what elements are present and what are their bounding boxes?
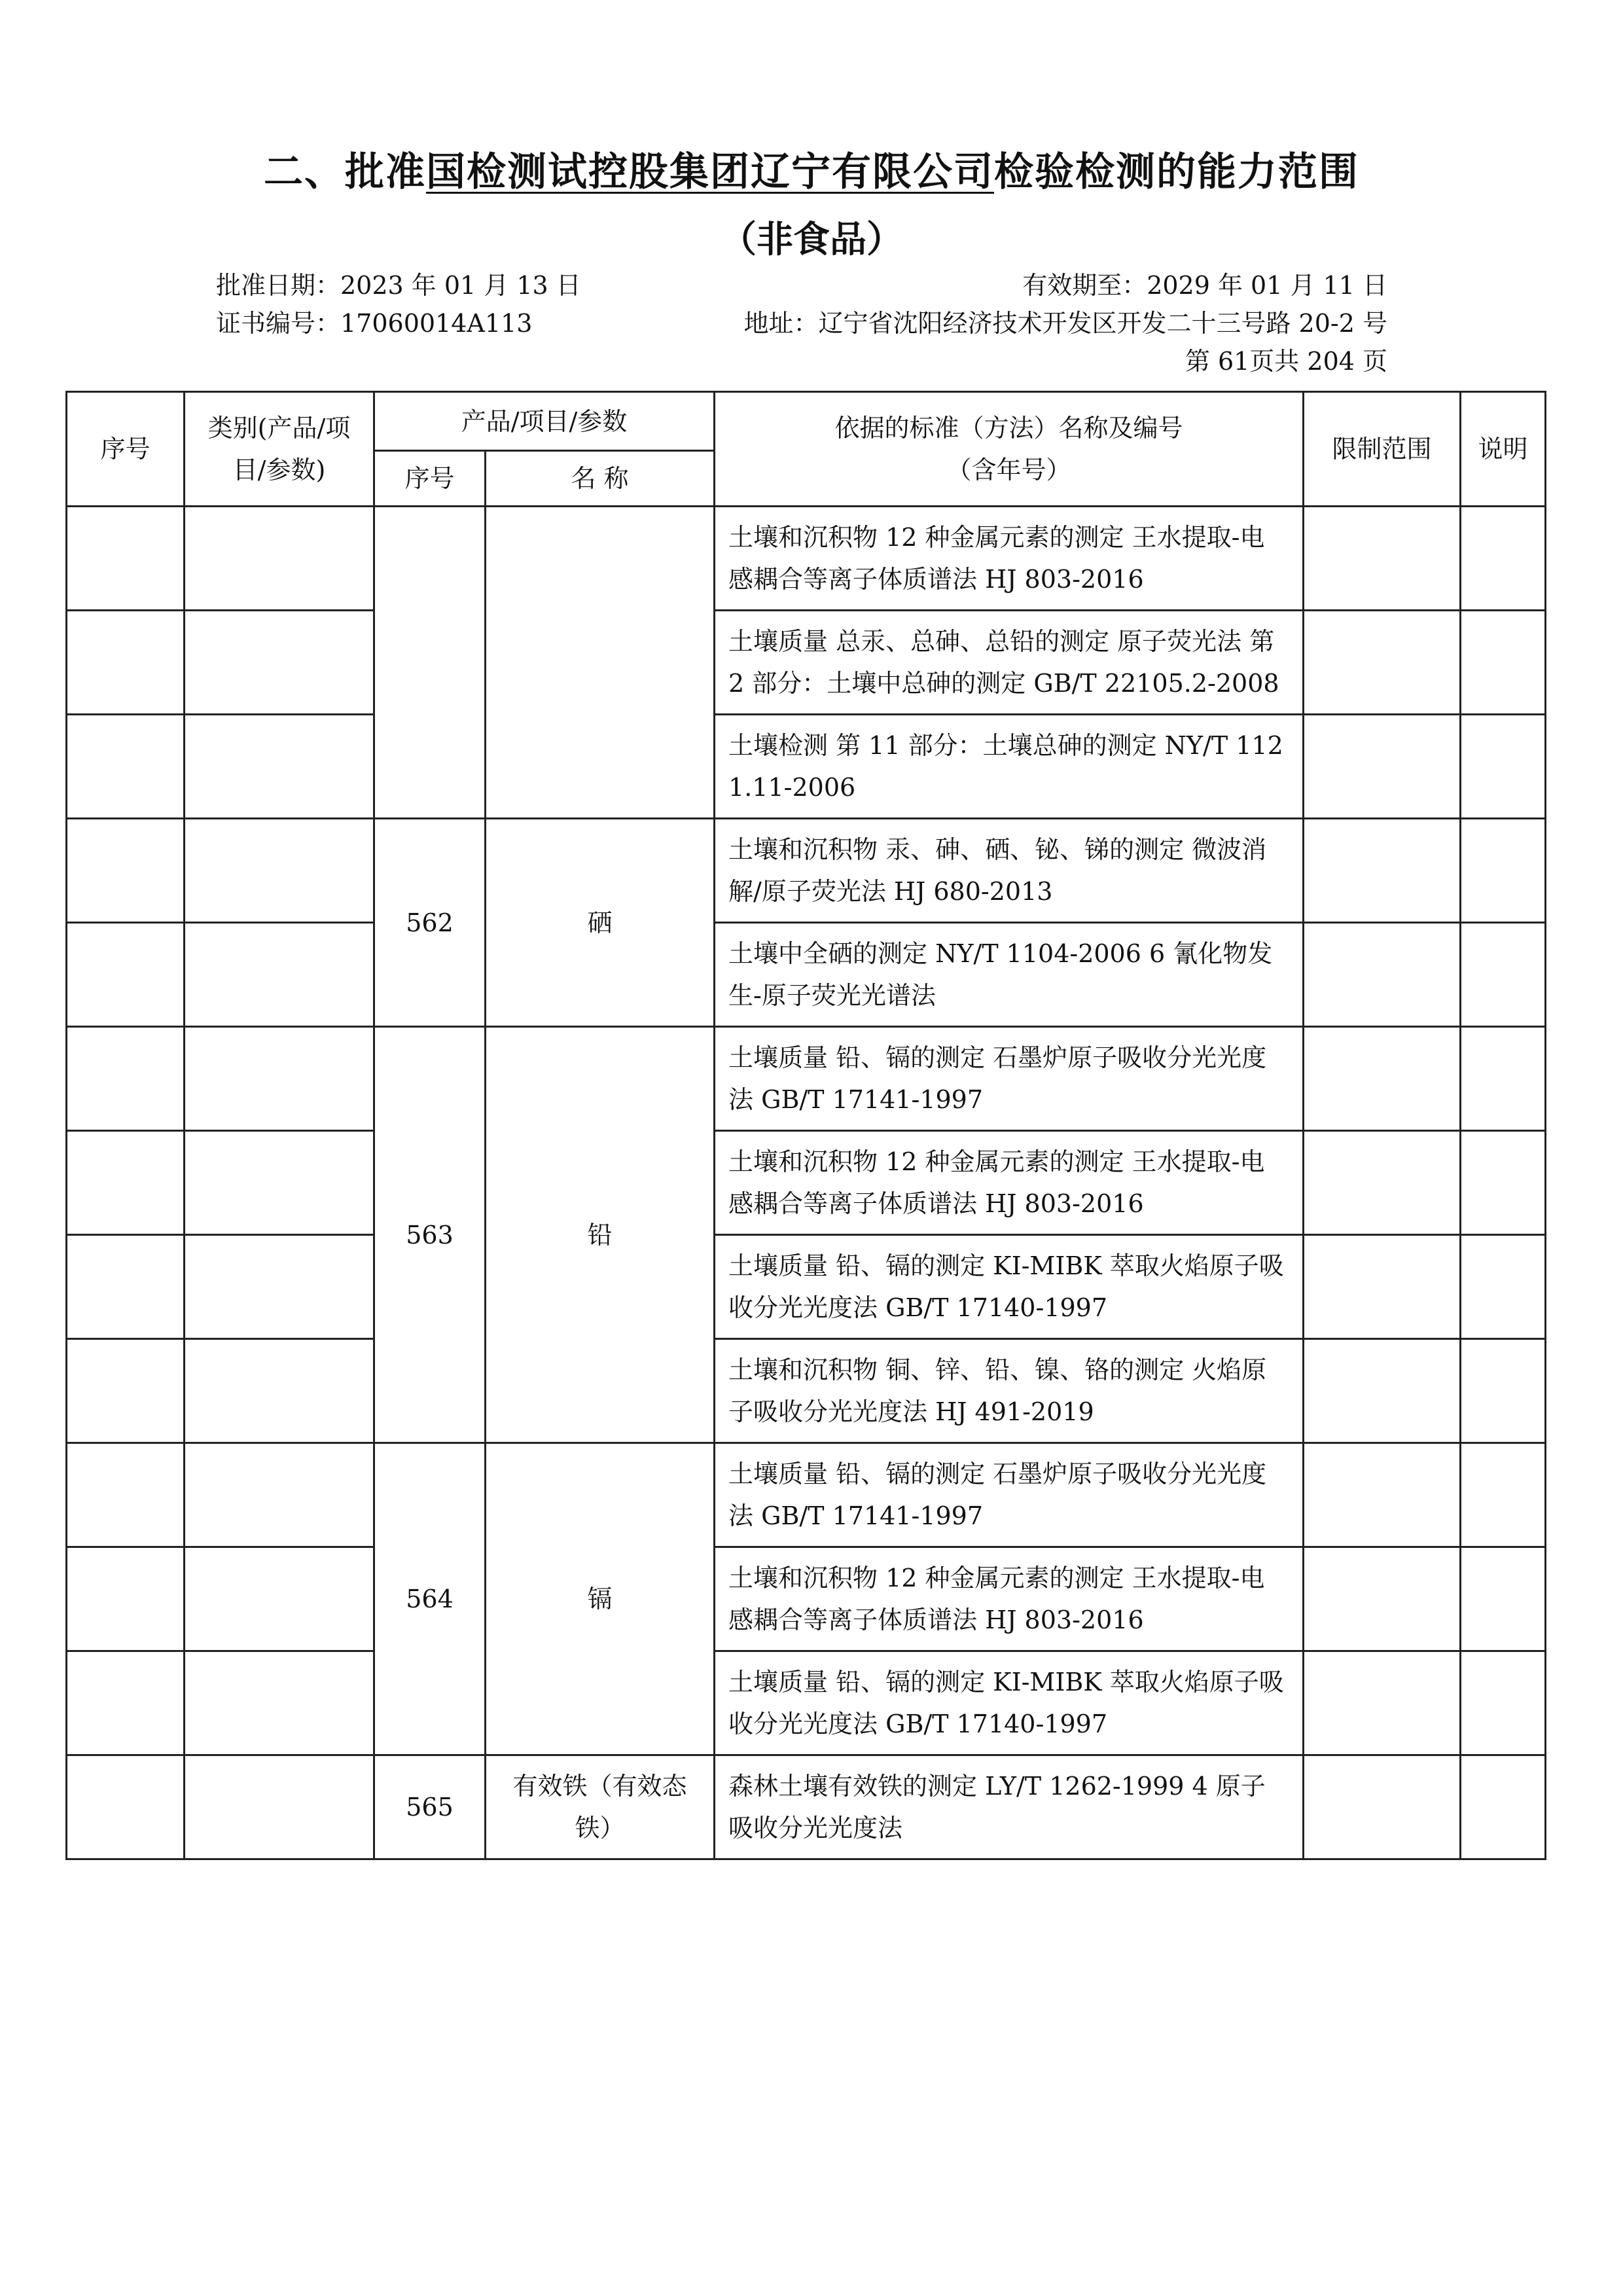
seq-cell bbox=[67, 611, 185, 715]
standard-cell: 森林土壤有效铁的测定 LY/T 1262-1999 4 原子吸收分光光度法 bbox=[715, 1755, 1304, 1859]
seq-cell bbox=[67, 1547, 185, 1651]
limit-cell bbox=[1304, 1547, 1461, 1651]
seq-cell bbox=[67, 923, 185, 1027]
header-note: 说明 bbox=[1461, 392, 1546, 507]
limit-cell bbox=[1304, 1027, 1461, 1131]
table-row bbox=[67, 1547, 1546, 1651]
standard-cell: 土壤质量 铅、镉的测定 KI-MIBK 萃取火焰原子吸收分光光度法 GB/T 17140-1997 bbox=[715, 1651, 1304, 1755]
note-cell bbox=[1461, 1235, 1546, 1339]
title-company: 国检测试控股集团辽宁有限公司 bbox=[426, 149, 994, 195]
note-cell bbox=[1461, 1339, 1546, 1443]
category-cell bbox=[185, 819, 374, 923]
header-sub-seq: 序号 bbox=[374, 451, 486, 507]
limit-cell bbox=[1304, 1339, 1461, 1443]
header-seq: 序号 bbox=[67, 392, 185, 507]
standard-cell: 土壤质量 铅、镉的测定 石墨炉原子吸收分光光度法 GB/T 17141-1997 bbox=[715, 1027, 1304, 1131]
table-row bbox=[67, 819, 1546, 923]
item-number: 564 bbox=[374, 1443, 486, 1755]
table-row bbox=[67, 1027, 1546, 1131]
limit-cell bbox=[1304, 923, 1461, 1027]
limit-cell bbox=[1304, 611, 1461, 715]
limit-cell bbox=[1304, 1651, 1461, 1755]
title-suffix: 检验检测的能力范围 bbox=[994, 149, 1359, 195]
limit-cell bbox=[1304, 715, 1461, 819]
address: 地址：辽宁省沈阳经济技术开发区开发二十三号路 20-2 号 bbox=[743, 309, 1387, 338]
note-cell bbox=[1461, 1651, 1546, 1755]
standard-cell: 土壤质量 铅、镉的测定 石墨炉原子吸收分光光度法 GB/T 17141-1997 bbox=[715, 1443, 1304, 1547]
table-row bbox=[67, 1131, 1546, 1235]
document-title bbox=[0, 141, 1623, 197]
item-name: 铅 bbox=[486, 1027, 715, 1443]
seq-cell bbox=[67, 1235, 185, 1339]
table-row bbox=[67, 1651, 1546, 1755]
table-row bbox=[67, 1755, 1546, 1859]
table-row bbox=[67, 923, 1546, 1027]
note-cell bbox=[1461, 1443, 1546, 1547]
seq-cell bbox=[67, 1755, 185, 1859]
category-cell bbox=[185, 1235, 374, 1339]
note-cell bbox=[1461, 1547, 1546, 1651]
header-sub-name: 名 称 bbox=[486, 451, 715, 507]
approval-date: 批准日期：2023 年 01 月 13 日 bbox=[216, 271, 581, 300]
item-name bbox=[486, 507, 715, 819]
standard-cell: 土壤和沉积物 12 种金属元素的测定 王水提取-电感耦合等离子体质谱法 HJ 803-2016 bbox=[715, 507, 1304, 611]
seq-cell bbox=[67, 507, 185, 611]
category-cell bbox=[185, 507, 374, 611]
table-row bbox=[67, 611, 1546, 715]
note-cell bbox=[1461, 507, 1546, 611]
category-cell bbox=[185, 1339, 374, 1443]
category-cell bbox=[185, 1651, 374, 1755]
standard-cell: 土壤质量 总汞、总砷、总铅的测定 原子荧光法 第 2 部分：土壤中总砷的测定 GB/T 22105.2-2008 bbox=[715, 611, 1304, 715]
table-row bbox=[67, 1339, 1546, 1443]
note-cell bbox=[1461, 611, 1546, 715]
item-number bbox=[374, 507, 486, 819]
item-number: 563 bbox=[374, 1027, 486, 1443]
page-info: 第 61页共 204 页 bbox=[1185, 347, 1387, 376]
limit-cell bbox=[1304, 1131, 1461, 1235]
header-limit: 限制范围 bbox=[1304, 392, 1461, 507]
seq-cell bbox=[67, 715, 185, 819]
note-cell bbox=[1461, 923, 1546, 1027]
standard-cell: 土壤和沉积物 汞、砷、硒、铋、锑的测定 微波消解/原子荧光法 HJ 680-2013 bbox=[715, 819, 1304, 923]
standard-cell: 土壤检测 第 11 部分：土壤总砷的测定 NY/T 1121.11-2006 bbox=[715, 715, 1304, 819]
limit-cell bbox=[1304, 819, 1461, 923]
document-subtitle: （非食品） bbox=[720, 219, 903, 261]
item-number: 562 bbox=[374, 819, 486, 1027]
limit-cell bbox=[1304, 1235, 1461, 1339]
item-name: 镉 bbox=[486, 1443, 715, 1755]
seq-cell bbox=[67, 1443, 185, 1547]
seq-cell bbox=[67, 819, 185, 923]
table-row bbox=[67, 1235, 1546, 1339]
standard-cell: 土壤中全硒的测定 NY/T 1104-2006 6 氰化物发生-原子荧光光谱法 bbox=[715, 923, 1304, 1027]
category-cell bbox=[185, 1755, 374, 1859]
category-cell bbox=[185, 1547, 374, 1651]
limit-cell bbox=[1304, 1443, 1461, 1547]
note-cell bbox=[1461, 1131, 1546, 1235]
table-row bbox=[67, 1443, 1546, 1547]
standard-cell: 土壤和沉积物 铜、锌、铅、镍、铬的测定 火焰原子吸收分光光度法 HJ 491-2019 bbox=[715, 1339, 1304, 1443]
header-category: 类别(产品/项目/参数) bbox=[185, 392, 374, 507]
seq-cell bbox=[67, 1131, 185, 1235]
item-number: 565 bbox=[374, 1755, 486, 1859]
note-cell bbox=[1461, 715, 1546, 819]
item-name: 硒 bbox=[486, 819, 715, 1027]
note-cell bbox=[1461, 1755, 1546, 1859]
standard-cell: 土壤质量 铅、镉的测定 KI-MIBK 萃取火焰原子吸收分光光度法 GB/T 17140-1997 bbox=[715, 1235, 1304, 1339]
title-prefix: 二、批准 bbox=[264, 149, 426, 195]
limit-cell bbox=[1304, 1755, 1461, 1859]
note-cell bbox=[1461, 1027, 1546, 1131]
seq-cell bbox=[67, 1339, 185, 1443]
limit-cell bbox=[1304, 507, 1461, 611]
standard-cell: 土壤和沉积物 12 种金属元素的测定 王水提取-电感耦合等离子体质谱法 HJ 803-2016 bbox=[715, 1547, 1304, 1651]
category-cell bbox=[185, 715, 374, 819]
header-product-group: 产品/项目/参数 bbox=[374, 392, 715, 451]
capability-table bbox=[65, 391, 1546, 1860]
standard-cell: 土壤和沉积物 12 种金属元素的测定 王水提取-电感耦合等离子体质谱法 HJ 803-2016 bbox=[715, 1131, 1304, 1235]
item-name: 有效铁（有效态铁） bbox=[486, 1755, 715, 1859]
header-standard: 依据的标准（方法）名称及编号（含年号） bbox=[715, 392, 1304, 507]
seq-cell bbox=[67, 1651, 185, 1755]
table-row bbox=[67, 715, 1546, 819]
category-cell bbox=[185, 611, 374, 715]
category-cell bbox=[185, 923, 374, 1027]
seq-cell bbox=[67, 1027, 185, 1131]
category-cell bbox=[185, 1027, 374, 1131]
note-cell bbox=[1461, 819, 1546, 923]
category-cell bbox=[185, 1443, 374, 1547]
certificate-number: 证书编号：17060014A113 bbox=[216, 309, 533, 338]
table-row bbox=[67, 507, 1546, 611]
valid-until: 有效期至：2029 年 01 月 11 日 bbox=[1022, 271, 1387, 300]
category-cell bbox=[185, 1131, 374, 1235]
